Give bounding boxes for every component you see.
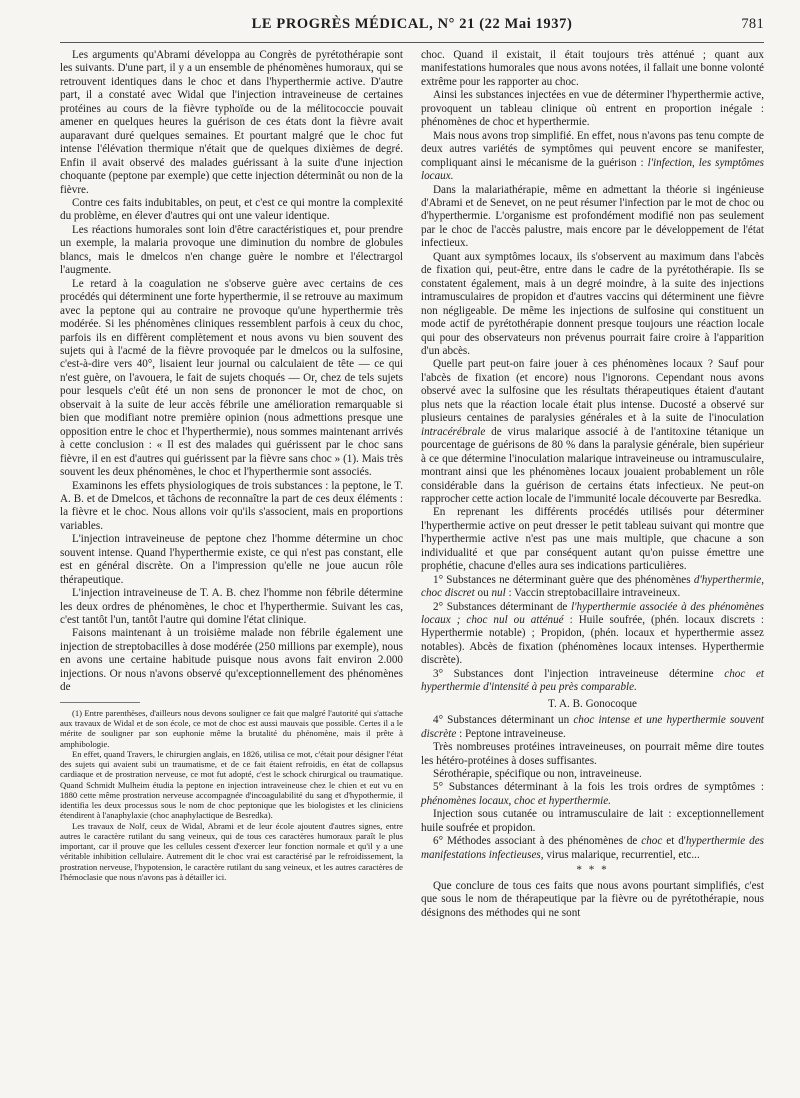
list-item: Injection sous cutanée ou intramusculaire de lait : exceptionnellement huile soufrée et propidon. <box>421 808 764 834</box>
text-run: 4° Substances déterminant un <box>433 714 574 727</box>
text-run: 5° Substances déterminant à la fois les trois ordres de symptômes : <box>433 781 764 794</box>
running-header <box>60 16 764 40</box>
text-run: : Vaccin streptobacillaire intraveineux. <box>505 587 681 600</box>
italic-run: choc <box>641 835 663 848</box>
text-run: de virus malarique associé à de l'antitoxine tétanique un pourcentage de guérisons de 80 % dans la paralysie générale, bien supérieur à ce que détermine l'inoculation malarique intraveineuse ou intramusculaire, montrant ainsi que les phénomènes locaux jouaient probablement un rôle considérable dans la guérison de certains états infectieux. Ne peut-on rapprocher cette action locale de l'immunité locale découverte par Besredka. <box>421 425 764 505</box>
footnote: En effet, quand Travers, le chirurgien anglais, en 1826, utilisa ce mot, c'était pour désigner l'état des sujets qui avaient subi un traumatisme, et de ce fait étaient refroidis, en état de collapsus cardiaque et de prostration nerveuse, ce mot fut adopté, c'est le schock chirurgical ou traumatique. Quand Schmidt Mulheim étudia la peptone en injection intraveineuse chez le chien et eut vu en 1880 cette même prostration nerveuse accompagnée d'incoagulabilité du sang et d'hypothermie, il identifia les deux processus sous le nom de choc peptonique que les biologistes et les cliniciens étendirent à l'anaphylaxie (choc anaphylactique de Besredka). <box>60 748 403 821</box>
section-separator: * * * <box>576 864 609 877</box>
paragraph: En reprenant les différents procédés utilisés pour déterminer l'hyperthermie active on peut dresser le petit tableau suivant qui montre que l'hyperthermie active n'est pas une mais multiple, que chacune a son individualité et que par conséquent autant qu'on puisse émettre une prophétie, chacune d'elles aura ses indications particulières. <box>421 506 764 573</box>
paragraph: Ainsi les substances injectées en vue de déterminer l'hyperthermie active, provoquent un tableau clinique où entrent en proportion inégale : phénomènes de choc et hyperthermie. <box>421 89 764 129</box>
left-column <box>60 49 403 920</box>
list-item <box>421 668 764 695</box>
page-number: 781 <box>741 16 764 32</box>
italic-run: d'hyperthermie, choc discret <box>421 573 764 600</box>
text-run: Mais nous avons trop simplifié. En effet, nous n'avons pas tenu compte de deux autres variétés de symptômes qui peuvent encore se manifester, compliquant ainsi le mécanisme de la guérison : <box>421 129 764 169</box>
text-run: virus malarique, recurrentiel, etc... <box>543 848 700 861</box>
paragraph: L'injection intraveineuse de T. A. B. chez l'homme non fébrile détermine les deux ordres de phénomènes, le choc et l'hyperthermie. Suivant les cas, c'est tantôt l'un, tantôt l'autre qui domine l'état clinique. <box>60 587 403 627</box>
paragraph: Dans la malariathérapie, même en admettant la théorie si ingénieuse d'Abrami et de Senevet, on ne peut résumer l'infection par le mot de choc ou d'hyperthermie. L'organisme est profondément modifié non pas seulement par le choc de l'accès palustre, mais encore par le développement de l'état infectieux. <box>421 183 764 250</box>
italic-run: choc intense et une hyperthermie souvent discrète <box>421 714 764 740</box>
footnotes <box>60 708 403 882</box>
right-column <box>421 49 764 920</box>
list-item: Très nombreuses protéines intraveineuses, on pourrait même dire toutes les hétéro-protéines à doses suffisantes. <box>421 741 764 767</box>
list-item <box>421 574 764 601</box>
italic-run: hyperthermie des manifestations infectieuses, <box>421 835 764 861</box>
paragraph: Les réactions humorales sont loin d'être caractéristiques et, pour prendre un exemple, la malaria provoque une diminution du nombre de globules blancs, mais le dmelcos n'en change guère le nombre et l'électrargol l'augmente. <box>60 223 403 277</box>
text-run: et d' <box>662 835 686 848</box>
paragraph <box>421 130 764 184</box>
list-item <box>421 601 764 668</box>
list-item: Sérothérapie, spécifique ou non, intraveineuse. <box>433 768 642 781</box>
text-run: : Huile soufrée, (phén. locaux discrets : Hyperthermie notable) ; Propidon, (phén. locaux et hyperthermie assez notables). Abcès de fixation (phénomènes locaux intenses. Hyperthermie discrète). <box>421 614 764 667</box>
paragraph: Le retard à la coagulation ne s'observe guère avec certains de ces procédés qui déterminent une forte hyperthermie, il se retrouve au maximum avec la peptone qui au contraire ne provoque qu'une hyperthermie très modérée. Si les phénomènes cliniques ressemblent parfois à ceux du choc, parfois ils en diffèrent complètement et nous avons vu bien souvent des sujets qui à l'acmé de la fièvre provoquée par le dmelcos ou la sulfosine, c'est-à-dire vers 40°, lisaient leur journal ou calculaient de tête — ce qui n'est guère, on l'avouera, le fait de sujets choqués — Or, chez de tels sujets pour lesquels c'eût été un non sens de prononcer le mot de choc, on observait à la suite de leur accès fébrile une amélioration remarquable si bien que modifiant notre première opinion (nous admettions presque une opposition entre le choc et l'hyperthermie), nous sommes maintenant arrivés à cette conclusion : « Il est des malades qui guérissent par le choc sans fièvre, il en est d'autres qui guérissent par la fièvre sans choc » (1). Mais très souvent les deux phénomènes, le choc et l'hyperthermie sont associés. <box>60 277 403 479</box>
footnote: (1) Entre parenthèses, d'ailleurs nous devons souligner ce fait que malgré l'autorité qui s'attache aux travaux de Widal et de son école, ce mot de choc est aussi mauvais que possible. Certes il a le mérite de souligner par son euphonie même la brutalité du phénomène, mais il prête à amphibologie. <box>60 707 403 749</box>
text-run: : Peptone intraveineuse. <box>456 727 566 740</box>
text-run: 2° Substances déterminant de <box>433 600 572 613</box>
paragraph: Les arguments qu'Abrami développa au Congrès de pyrétothérapie sont les suivants. D'une part, il y a un ensemble de phénomènes humoraux, qui se retrouvent identiques dans le choc et dans l'hyperthermie active. D'autre part, il a constaté avec Widal que l'injection intraveineuse de certaines protéines au cours de la fièvre typhoïde ou de la mélitococcie pouvait amener en quelques heures la guérison de ces états dont la fièvre avait auparavant duré quelques semaines. Et pourtant malgré que le choc fut intense l'élévation thermique n'était que de quelques dixièmes de degré. Enfin il avait observé des malades guérissant à la suite d'une injection choquante (peptone par exemple) que cette injection déterminât ou non de la fièvre. <box>60 49 403 196</box>
italic-run: l'hyperthermie associée à des phénomènes locaux ; choc nul ou atténué <box>421 600 764 627</box>
paragraph <box>421 358 764 506</box>
list-subheading: T. A. B. Gonocoque <box>548 697 637 710</box>
journal-title: LE PROGRÈS MÉDICAL, N° 21 (22 Mai 1937) <box>251 16 573 32</box>
italic-run: phénomènes locaux, choc et hyperthermie. <box>421 794 611 807</box>
italic-run: choc et hyperthermie d'intensité à peu près comparable. <box>421 667 764 694</box>
list-item <box>421 781 764 808</box>
list-item <box>421 835 764 862</box>
text-run: 3° Substances dont l'injection intraveineuse détermine <box>433 667 725 680</box>
text-run: ou <box>474 587 492 600</box>
text-run: 1° Substances ne déterminant guère que des phénomènes <box>433 573 694 586</box>
paragraph: L'injection intraveineuse de peptone chez l'homme détermine un choc souvent intense. Quand l'hyperthermie existe, ce qui n'est pas constant, elle est en général discrète. On a l'impression qu'elle ne joue aucun rôle thérapeutique. <box>60 533 403 586</box>
paragraph: Examinons les effets physiologiques de trois substances : la peptone, le T. A. B. et de Dmelcos, et tâchons de reconnaître la part de ces deux éléments : la fièvre et le choc. Nous allons voir qu'ils s'associent, mais en proportions variables. <box>60 479 403 532</box>
paragraph: Contre ces faits indubitables, on peut, et c'est ce qui montre la complexité du problème, en élever d'autres qui ont une valeur identique. <box>60 196 403 223</box>
paragraph: Faisons maintenant à un troisième malade non fébrile également une injection de streptobacilles à dose modérée (250 millions par exemple), nous en avons une certaine habitude puisque nous avons fait environ 2.000 injections. Or nous n'avons observé qu'exceptionnellement des phénomènes de <box>60 627 403 694</box>
paragraph: choc. Quand il existait, il était toujours très atténué ; quant aux manifestations humorales que nous avons notées, il fallait une bonne volonté extrême pour les rapporter au choc. <box>421 49 764 88</box>
italic-run: nul <box>491 587 506 600</box>
italic-run: l'infection, les symptômes locaux. <box>421 156 765 183</box>
footnote: Les travaux de Nolf, ceux de Widal, Abrami et de leur école ajoutent d'autres signes, entre autres le caractère rutilant du sang veineux, qui de tous ces caractères humoraux paraît le plus important, car il prouve que les cellules cessent d'exercer leur fonction normale et qu'il y a une véritable inhibition cellulaire. Autrement dit le choc vrai est caractérisé par le refroidissement, la prostration nerveuse, l'hypotension, le caractère rutilant du sang veineux, et les autres caractères de l'hémoclasie que nous n'avons pas à détailler ici. <box>60 820 403 882</box>
footnote-rule <box>60 702 140 703</box>
text-run: 6° Méthodes associant à des phénomènes de <box>433 835 642 848</box>
paragraph: Quant aux symptômes locaux, ils s'observent au maximum dans l'abcès de fixation qui, peut-être, entre dans le cadre de la pyrétothérapie. Ils se constatent également, mais à un degré moindre, à la suite des injections intramusculaires de propidon et d'autres vaccins qui déterminent une fièvre non négligeable. De même les injections de sulfosine qui constituent un mode actif de pyrétothérapie donnent presque toujours une réaction locale qui pour des observateurs non prévenus pourrait faire croire à l'apparition d'un abcès. <box>421 250 764 357</box>
header-rule <box>60 42 764 43</box>
list-item <box>421 714 764 741</box>
two-column-body <box>60 49 764 920</box>
italic-run: intracérébrale <box>421 425 486 438</box>
text-run: Quelle part peut-on faire jouer à ces phénomènes locaux ? Sauf pour l'abcès de fixation (et encore) nous l'ignorons. Cependant nous avons observé avec la sulfosine que les résultats thérapeutiques étaient d'autant plus nets que la réaction locale était plus intense. Ducosté a observé sur plusieurs centaines de paralysies générales et à la suite de l'inoculation <box>421 358 764 425</box>
paragraph: Que conclure de tous ces faits que nous avons pourtant simplifiés, c'est que sous le nom de thérapeutique par la fièvre ou de pyrétothérapie, nous désignons des méthodes qui ne sont <box>421 879 764 919</box>
